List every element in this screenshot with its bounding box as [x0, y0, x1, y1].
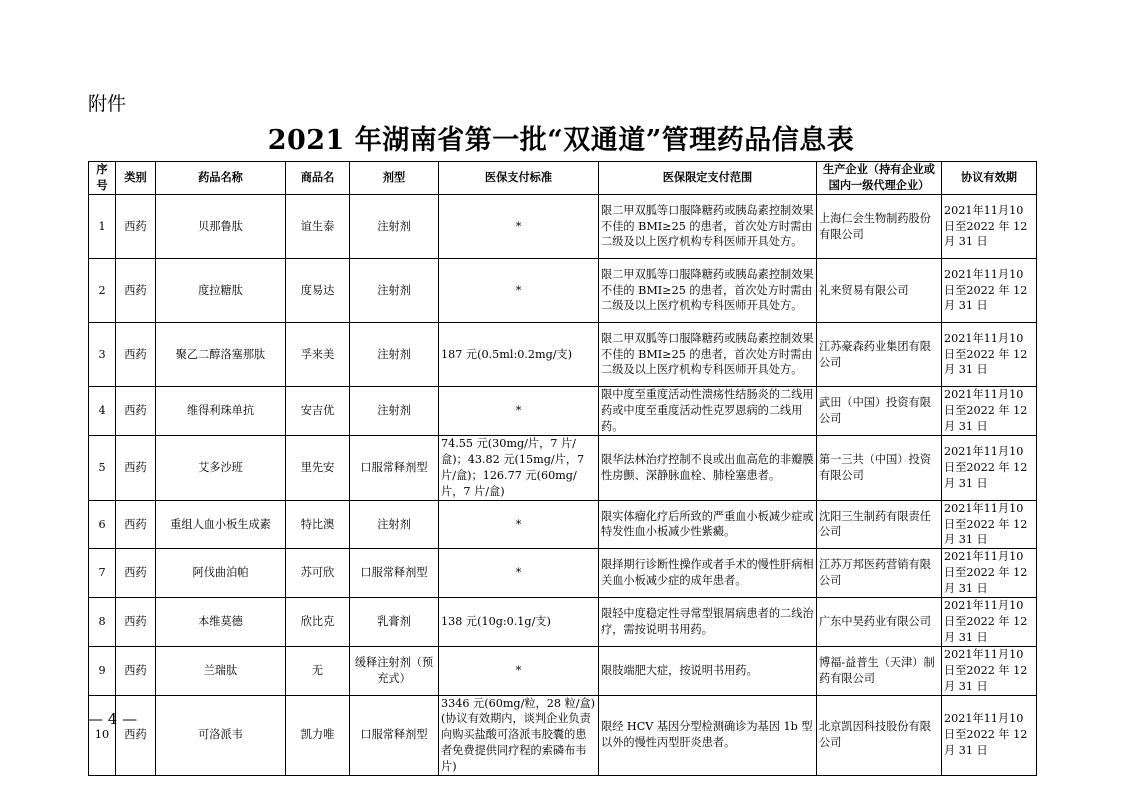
document-title: 2021 年湖南省第一批“双通道”管理药品信息表	[267, 125, 855, 156]
cell-validity: 2021年11月10日至2022 年 12 月 31 日	[942, 259, 1037, 323]
cell-drug: 重组人血小板生成素	[156, 500, 286, 549]
cell-validity: 2021年11月10日至2022 年 12 月 31 日	[942, 549, 1037, 598]
cell-drug: 兰瑞肽	[156, 646, 286, 695]
cell-no: 8	[89, 598, 116, 647]
cell-validity: 2021年11月10日至2022 年 12 月 31 日	[942, 323, 1037, 387]
cell-category: 西药	[116, 195, 156, 259]
header-payment-standard: 医保支付标准	[439, 162, 599, 195]
cell-brand: 里先安	[286, 436, 350, 501]
cell-category: 西药	[116, 646, 156, 695]
cell-category: 西药	[116, 500, 156, 549]
table-row	[89, 259, 1037, 323]
cell-form: 乳膏剂	[350, 598, 439, 647]
cell-company: 沈阳三生制药有限责任公司	[817, 500, 942, 549]
cell-validity: 2021年11月10日至2022 年 12 月 31 日	[942, 436, 1037, 501]
table-row	[89, 195, 1037, 259]
header-validity: 协议有效期	[942, 162, 1037, 195]
cell-form: 口服常释剂型	[350, 549, 439, 598]
cell-no: 6	[89, 500, 116, 549]
cell-validity: 2021年11月10日至2022 年 12 月 31 日	[942, 500, 1037, 549]
cell-category: 西药	[116, 323, 156, 387]
cell-price: *	[439, 259, 599, 323]
cell-scope: 限中度至重度活动性溃疡性结肠炎的二线用药或中度至重度活动性克罗恩病的二线用药。	[599, 387, 817, 436]
cell-company: 广东中昊药业有限公司	[817, 598, 942, 647]
cell-no: 2	[89, 259, 116, 323]
cell-form: 口服常释剂型	[350, 436, 439, 501]
table-row	[89, 598, 1037, 647]
cell-brand: 孚来美	[286, 323, 350, 387]
cell-validity: 2021年11月10日至2022 年 12 月 31 日	[942, 598, 1037, 647]
table-row	[89, 695, 1037, 776]
cell-scope: 限择期行诊断性操作或者手术的慢性肝病相关血小板减少症的成年患者。	[599, 549, 817, 598]
cell-validity: 2021年11月10日至2022 年 12 月 31 日	[942, 387, 1037, 436]
table-row	[89, 646, 1037, 695]
cell-no: 1	[89, 195, 116, 259]
cell-category: 西药	[116, 387, 156, 436]
cell-company: 武田（中国）投资有限公司	[817, 387, 942, 436]
cell-form: 注射剂	[350, 500, 439, 549]
cell-drug: 维得利珠单抗	[156, 387, 286, 436]
cell-company: 博福-益普生（天津）制药有限公司	[817, 646, 942, 695]
header-drug-name: 药品名称	[156, 162, 286, 195]
header-category: 类别	[116, 162, 156, 195]
cell-price: 138 元(10g:0.1g/支)	[439, 598, 599, 647]
cell-drug: 艾多沙班	[156, 436, 286, 501]
cell-no: 5	[89, 436, 116, 501]
cell-brand: 苏可欣	[286, 549, 350, 598]
cell-no: 9	[89, 646, 116, 695]
cell-scope: 限实体瘤化疗后所致的严重血小板减少症或特发性血小板减少性紫癜。	[599, 500, 817, 549]
cell-brand: 度易达	[286, 259, 350, 323]
cell-drug: 聚乙二醇洛塞那肽	[156, 323, 286, 387]
cell-scope: 限二甲双胍等口服降糖药或胰岛素控制效果不佳的 BMI≥25 的患者，首次处方时需由二级及以上医疗机构专科医师开具处方。	[599, 259, 817, 323]
cell-brand: 特比澳	[286, 500, 350, 549]
cell-brand: 欣比克	[286, 598, 350, 647]
cell-scope: 限轻中度稳定性寻常型银屑病患者的二线治疗，需按说明书用药。	[599, 598, 817, 647]
cell-drug: 贝那鲁肽	[156, 195, 286, 259]
cell-company: 上海仁会生物制药股份有限公司	[817, 195, 942, 259]
cell-form: 注射剂	[350, 387, 439, 436]
table-row	[89, 549, 1037, 598]
cell-drug: 本维莫德	[156, 598, 286, 647]
cell-validity: 2021年11月10日至2022 年 12 月 31 日	[942, 195, 1037, 259]
cell-price: 3346 元(60mg/粒，28 粒/盒)(协议有效期内，谈判企业负责向购买盐酸可洛派韦胶囊的患者免费提供同疗程的索磷布韦片)	[439, 695, 599, 776]
cell-form: 注射剂	[350, 195, 439, 259]
cell-no: 3	[89, 323, 116, 387]
cell-scope: 限二甲双胍等口服降糖药或胰岛素控制效果不佳的 BMI≥25 的患者，首次处方时需由二级及以上医疗机构专科医师开具处方。	[599, 195, 817, 259]
table-row	[89, 323, 1037, 387]
cell-category: 西药	[116, 259, 156, 323]
cell-form: 口服常释剂型	[350, 695, 439, 776]
cell-price: *	[439, 500, 599, 549]
cell-scope: 限华法林治疗控制不良或出血高危的非瓣膜性房颤、深静脉血栓、肺栓塞患者。	[599, 436, 817, 501]
cell-scope: 限肢端肥大症，按说明书用药。	[599, 646, 817, 695]
cell-drug: 度拉糖肽	[156, 259, 286, 323]
header-no: 序号	[89, 162, 116, 195]
cell-price: *	[439, 195, 599, 259]
cell-brand: 安吉优	[286, 387, 350, 436]
cell-price: *	[439, 646, 599, 695]
cell-category: 西药	[116, 695, 156, 776]
cell-no: 4	[89, 387, 116, 436]
table-row	[89, 387, 1037, 436]
cell-company: 第一三共（中国）投资有限公司	[817, 436, 942, 501]
cell-scope: 限二甲双胍等口服降糖药或胰岛素控制效果不佳的 BMI≥25 的患者，首次处方时需由二级及以上医疗机构专科医师开具处方。	[599, 323, 817, 387]
cell-price: 74.55 元(30mg/片，7 片/盒)；43.82 元(15mg/片，7 片/盒)；126.77 元(60mg/片，7 片/盒)	[439, 436, 599, 501]
cell-company: 北京凯因科技股份有限公司	[817, 695, 942, 776]
cell-brand: 谊生泰	[286, 195, 350, 259]
cell-form: 注射剂	[350, 323, 439, 387]
header-payment-scope: 医保限定支付范围	[599, 162, 817, 195]
header-manufacturer: 生产企业（持有企业或国内一级代理企业）	[817, 162, 942, 195]
cell-category: 西药	[116, 436, 156, 501]
table-header-row	[89, 162, 1037, 195]
cell-validity: 2021年11月10日至2022 年 12 月 31 日	[942, 695, 1037, 776]
cell-category: 西药	[116, 549, 156, 598]
page-number: — 4 —	[88, 710, 138, 728]
cell-form: 注射剂	[350, 259, 439, 323]
cell-company: 礼来贸易有限公司	[817, 259, 942, 323]
cell-category: 西药	[116, 598, 156, 647]
cell-company: 江苏豪森药业集团有限公司	[817, 323, 942, 387]
cell-company: 江苏万邦医药营销有限公司	[817, 549, 942, 598]
cell-brand: 无	[286, 646, 350, 695]
cell-price: 187 元(0.5ml:0.2mg/支)	[439, 323, 599, 387]
table-row	[89, 436, 1037, 501]
cell-drug: 阿伐曲泊帕	[156, 549, 286, 598]
cell-validity: 2021年11月10日至2022 年 12 月 31 日	[942, 646, 1037, 695]
header-brand-name: 商品名	[286, 162, 350, 195]
cell-drug: 可洛派韦	[156, 695, 286, 776]
attachment-label: 附件	[88, 93, 127, 115]
cell-no: 7	[89, 549, 116, 598]
cell-scope: 限经 HCV 基因分型检测确诊为基因 1b 型以外的慢性丙型肝炎患者。	[599, 695, 817, 776]
header-dosage-form: 剂型	[350, 162, 439, 195]
cell-no: 10	[89, 695, 116, 776]
table-row	[89, 500, 1037, 549]
cell-form: 缓释注射剂（预充式）	[350, 646, 439, 695]
cell-price: *	[439, 387, 599, 436]
drug-info-table	[88, 161, 1037, 776]
cell-price: *	[439, 549, 599, 598]
cell-brand: 凯力唯	[286, 695, 350, 776]
